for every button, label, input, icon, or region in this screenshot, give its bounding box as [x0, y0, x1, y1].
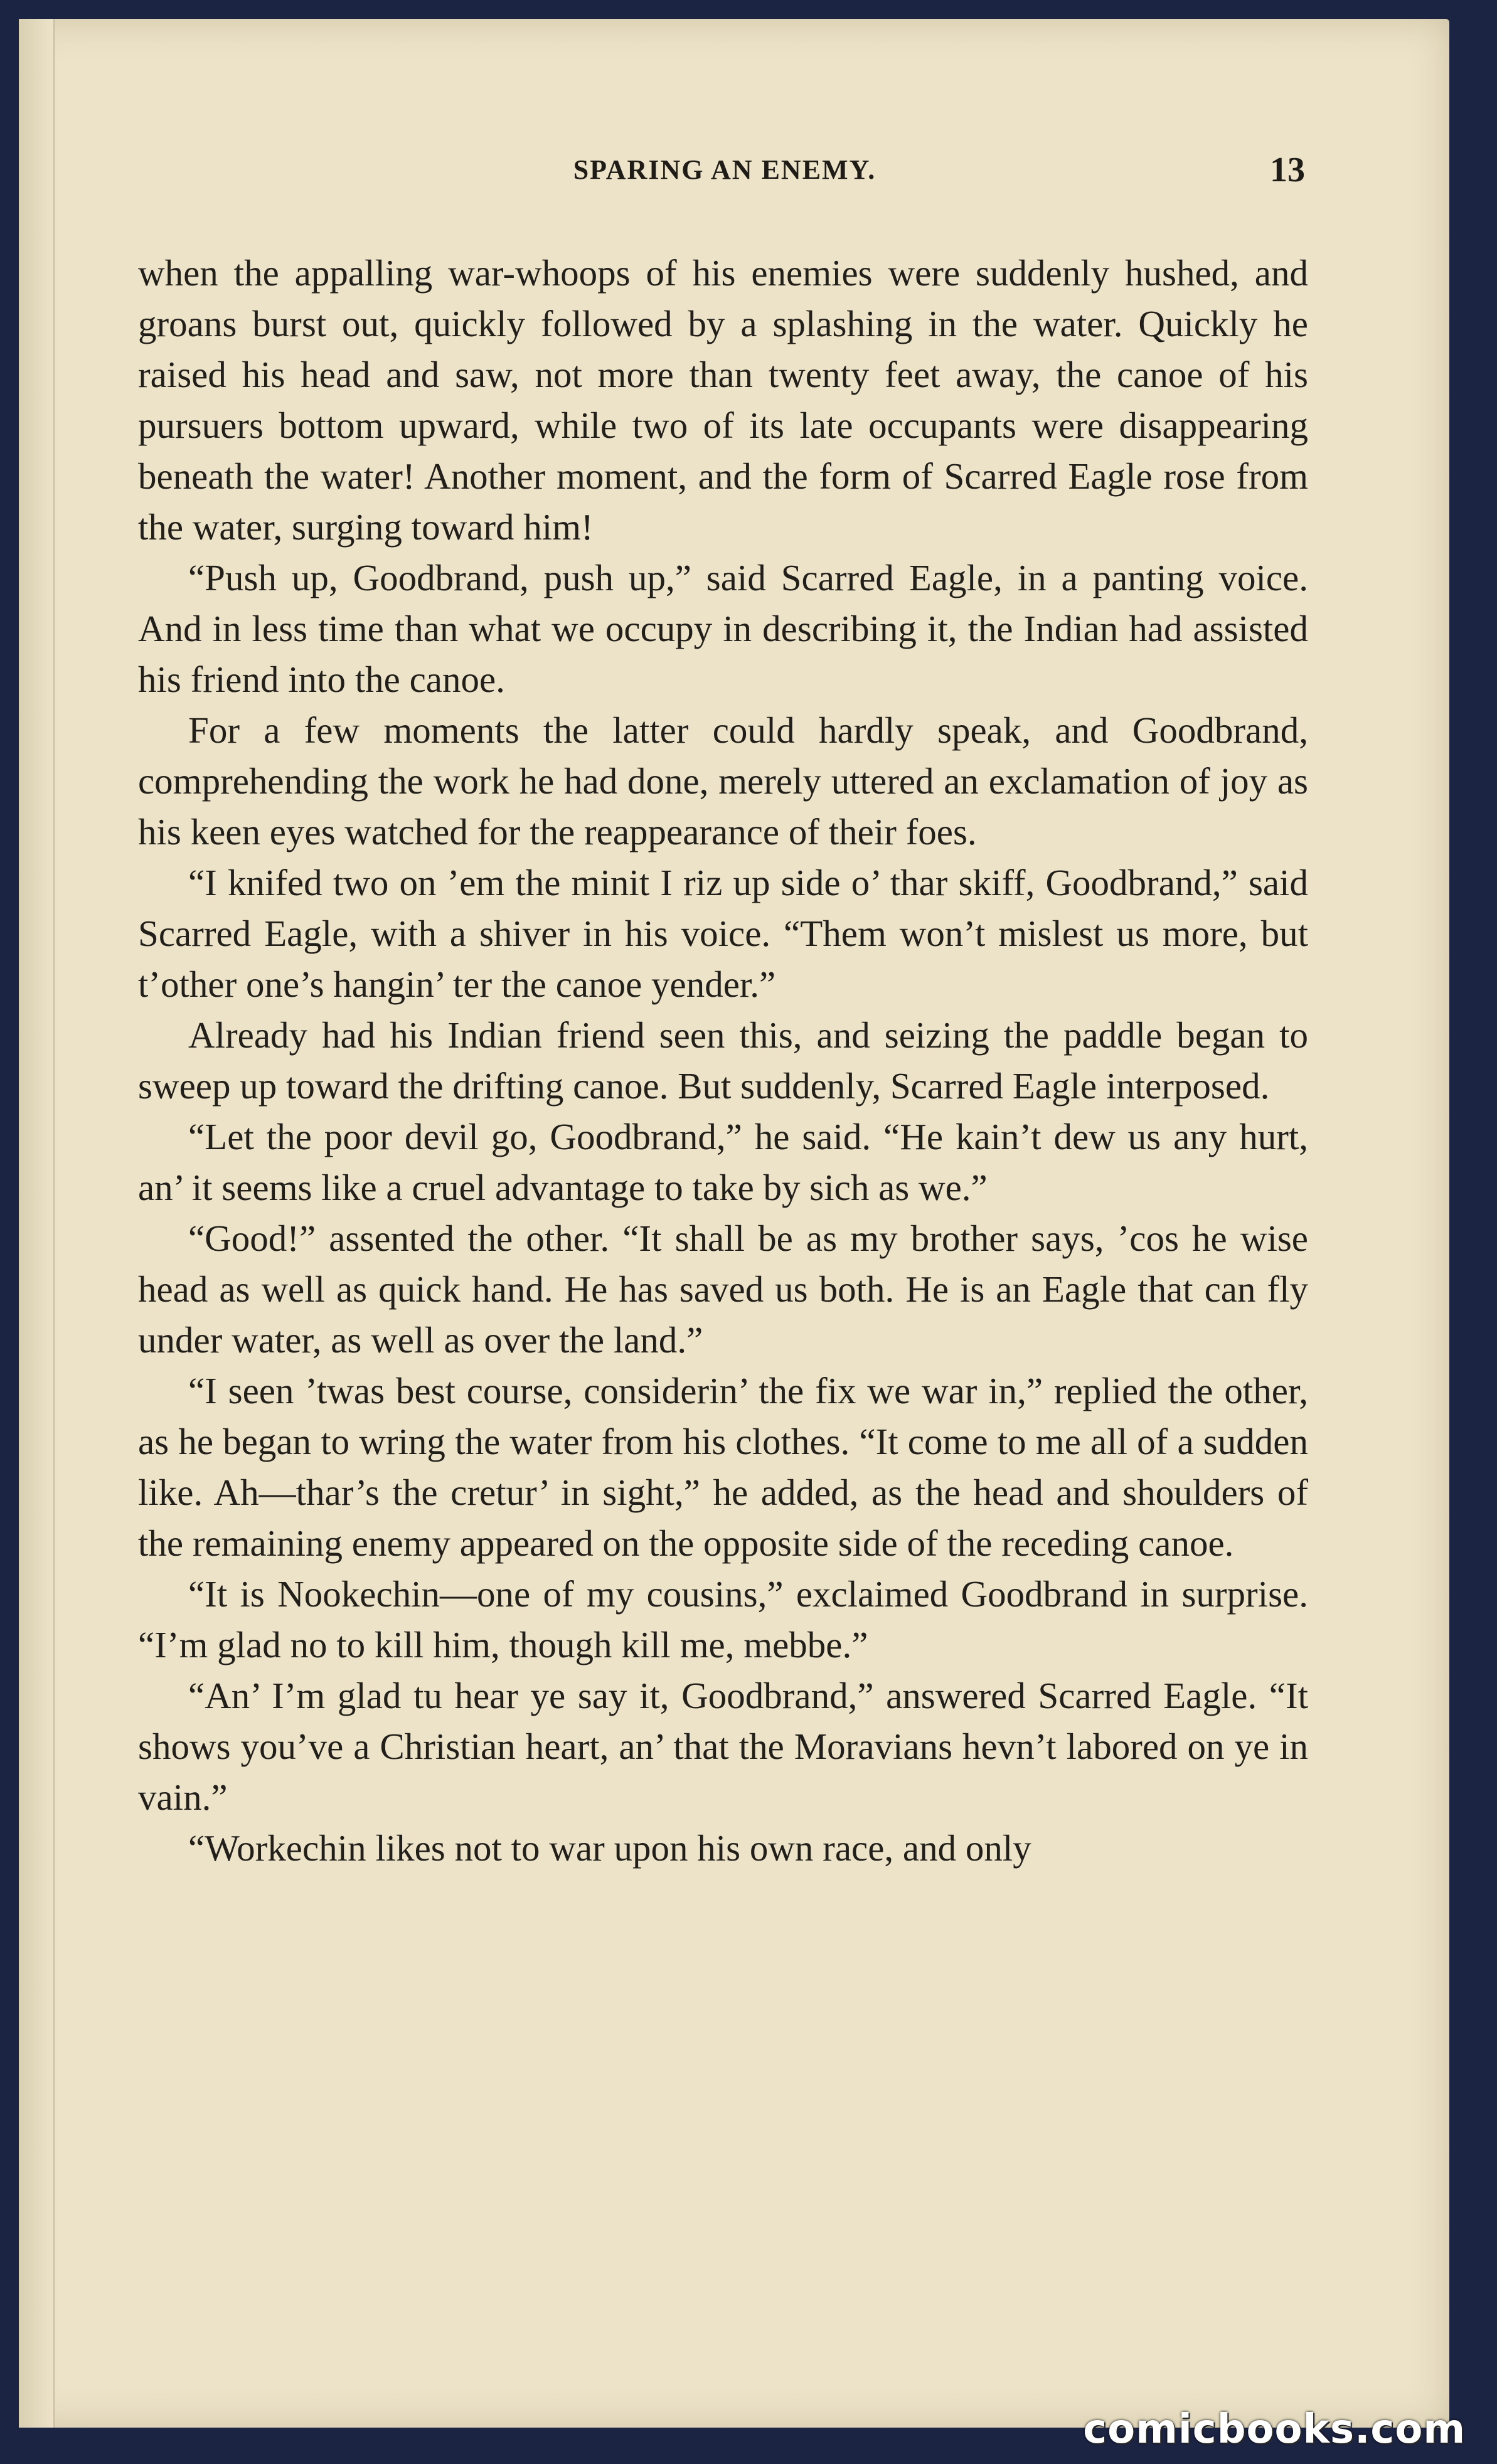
paragraph-7: “Good!” assented the other. “It shall be as my brother says, ’cos he wise head as well as quick hand. He has saved us both. He is an Eagle that can fly under water, as well as over the land.” [138, 1218, 1308, 1361]
paragraph-6: “Let the poor devil go, Goodbrand,” he said. “He kain’t dew us any hurt, an’ it seems like a cruel advantage to take by sich as we.” [138, 1116, 1308, 1208]
paragraph-4: “I knifed two on ’em the minit I riz up side o’ thar skiff, Goodbrand,” said Scarred Eagle, with a shiver in his voice. “Them won’t mislest us more, but t’other one’s hangin’ ter the canoe yender.” [138, 862, 1308, 1005]
paragraph-3: For a few moments the latter could hardly speak, and Goodbrand, comprehending the work he had done, merely uttered an exclamation of joy as his keen eyes watched for the reappearance of their foes. [138, 709, 1308, 852]
running-head: SPARING AN ENEMY. [573, 154, 876, 185]
paper-page [19, 19, 1449, 2428]
paragraph-11: “Workechin likes not to war upon his own race, and only [188, 1827, 1031, 1869]
page-number: 13 [1270, 151, 1305, 189]
paragraph-5: Already had his Indian friend seen this, and seizing the paddle began to sweep up toward the drifting canoe. But suddenly, Scarred Eagle interposed. [138, 1014, 1308, 1107]
paragraph-1: when the appalling war-whoops of his enemies were suddenly hushed, and groans burst out, quickly followed by a splashing in the water. Quickly he raised his head and saw, not more than twenty feet away, the canoe of his pursuers bottom upward, while two of its late occupants were disappearing beneath the water! Another moment, and the form of Scarred Eagle rose from the water, surging toward him! [138, 252, 1308, 548]
body-text [138, 248, 1308, 1874]
paragraph-10: “An’ I’m glad tu hear ye say it, Goodbrand,” answered Scarred Eagle. “It shows you’ve a Christian heart, an’ that the Moravians hevn’t labored on ye in vain.” [138, 1675, 1308, 1818]
binding-fold [19, 19, 55, 2428]
paragraph-9: “It is Nookechin—one of my cousins,” exclaimed Goodbrand in surprise. “I’m glad no to kill him, though kill me, mebbe.” [138, 1573, 1308, 1665]
watermark: comicbooks.com [1083, 2406, 1466, 2453]
paragraph-8: “I seen ’twas best course, considerin’ the fix we war in,” replied the other, as he began to wring the water from his clothes. “It come to me all of a sudden like. Ah—thar’s the cretur’ in sight,” he added, as the head and shoulders of the remaining enemy appeared on the opposite side of the receding canoe. [138, 1370, 1308, 1564]
page-header [144, 151, 1305, 198]
paragraph-2: “Push up, Goodbrand, push up,” said Scarred Eagle, in a panting voice. And in less time than what we occupy in describing it, the Indian had assisted his friend into the canoe. [138, 557, 1308, 700]
